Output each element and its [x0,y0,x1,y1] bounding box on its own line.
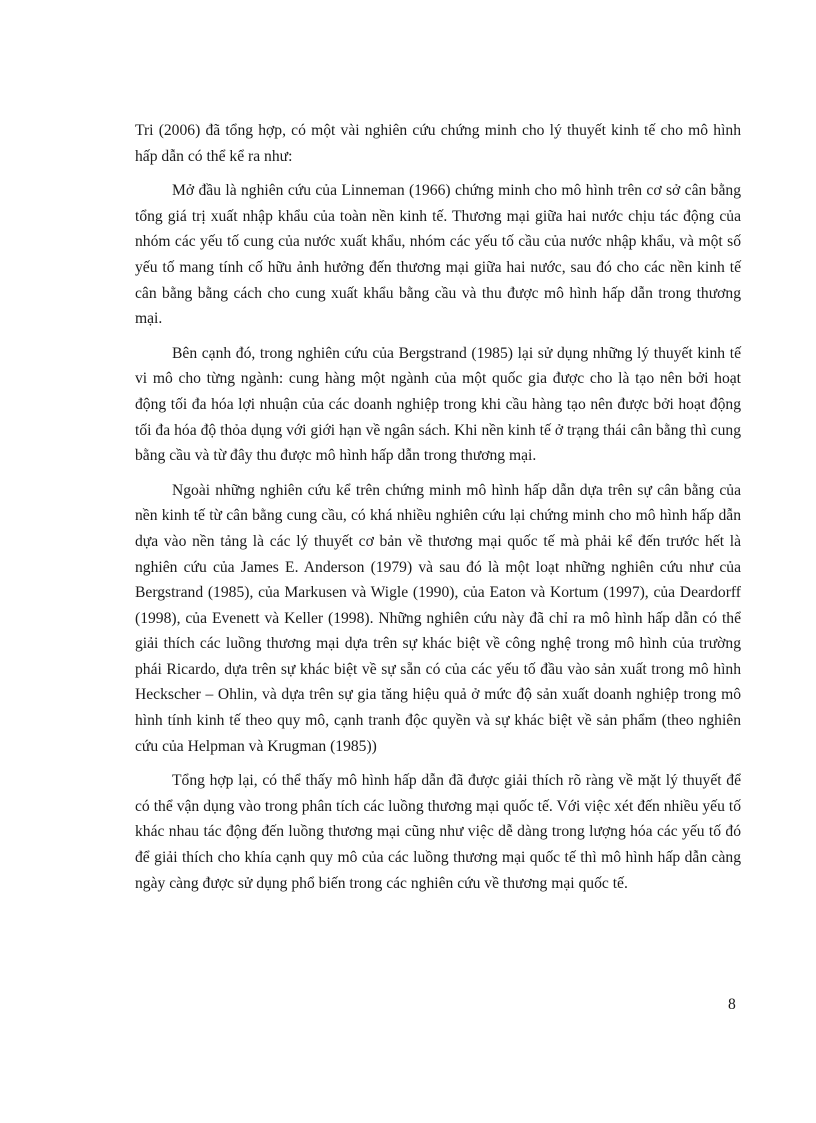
page-number: 8 [728,996,736,1013]
paragraph-intro: Tri (2006) đã tổng hợp, có một vài nghiên cứu chứng minh cho lý thuyết kinh tế cho mô hình hấp dẫn có thể kể ra như: [135,122,741,165]
paragraph-trade-theory: Ngoài những nghiên cứu kể trên chứng minh mô hình hấp dẫn dựa trên sự cân bằng của nền kinh tế từ cân bằng cung cầu, có khá nhiều nghiên cứu lại chứng minh cho mô hình hấp dẫn dựa vào nền tảng là các lý thuyết cơ bản về thương mại quốc tế mà phải kể đến trước hết là nghiên cứu của James E. Anderson (1979) và sau đó là một loạt những nghiên cứu như của Bergstrand (1985), của Markusen và Wigle (1990), của Eaton và Kortum (1997), của Deardorff (1998), của Evenett và Keller (1998). Những nghiên cứu này đã chỉ ra mô hình hấp dẫn có thể giải thích các luồng thương mại dựa trên sự khác biệt về công nghệ trong mô hình của trường phái Ricardo, dựa trên sự khác biệt về sự sẵn có của các yếu tố đầu vào sản xuất trong mô hình Heckscher – Ohlin, và dựa trên sự gia tăng hiệu quả ở mức độ sản xuất doanh nghiệp trong mô hình tính kinh tế theo quy mô, cạnh tranh độc quyền và sự khác biệt về sản phẩm (theo nghiên cứu của Helpman và Krugman (1985)) [135,481,741,755]
body-text [135,118,741,905]
paragraph-summary: Tổng hợp lại, có thể thấy mô hình hấp dẫn đã được giải thích rõ ràng về mặt lý thuyết để có thể vận dụng vào trong phân tích các luồng thương mại quốc tế. Với việc xét đến nhiều yếu tố khác nhau tác động đến luồng thương mại cũng như việc dễ dàng trong lượng hóa các yếu tố đó để giải thích cho khía cạnh quy mô của các luồng thương mại quốc tế thì mô hình hấp dẫn càng ngày càng được sử dụng phổ biến trong các nghiên cứu về thương mại quốc tế. [135,772,741,892]
paragraph-bergstrand: Bên cạnh đó, trong nghiên cứu của Bergstrand (1985) lại sử dụng những lý thuyết kinh tế vi mô cho từng ngành: cung hàng một ngành của một quốc gia được cho là tạo nên bởi hoạt động tối đa hóa lợi nhuận của các doanh nghiệp trong khi cầu hàng tạo nên được bởi hoạt động tối đa hóa độ thỏa dụng với giới hạn về ngân sách. Khi nền kinh tế ở trạng thái cân bằng thì cung bằng cầu và từ đây thu được mô hình hấp dẫn trong thương mại. [135,344,741,465]
paragraph-linneman: Mở đầu là nghiên cứu của Linneman (1966) chứng minh cho mô hình trên cơ sở cân bằng tổng giá trị xuất nhập khẩu của toàn nền kinh tế. Thương mại giữa hai nước chịu tác động của nhóm các yếu tố cung của nước xuất khẩu, nhóm các yếu tố cầu của nước nhập khẩu, và một số yếu tố mang tính cố hữu ảnh hưởng đến thương mại giữa hai nước, sau đó cho các nền kinh tế cân bằng bằng cách cho cung xuất khẩu bằng cầu và thu được mô hình hấp dẫn trong thương mại. [135,182,741,328]
